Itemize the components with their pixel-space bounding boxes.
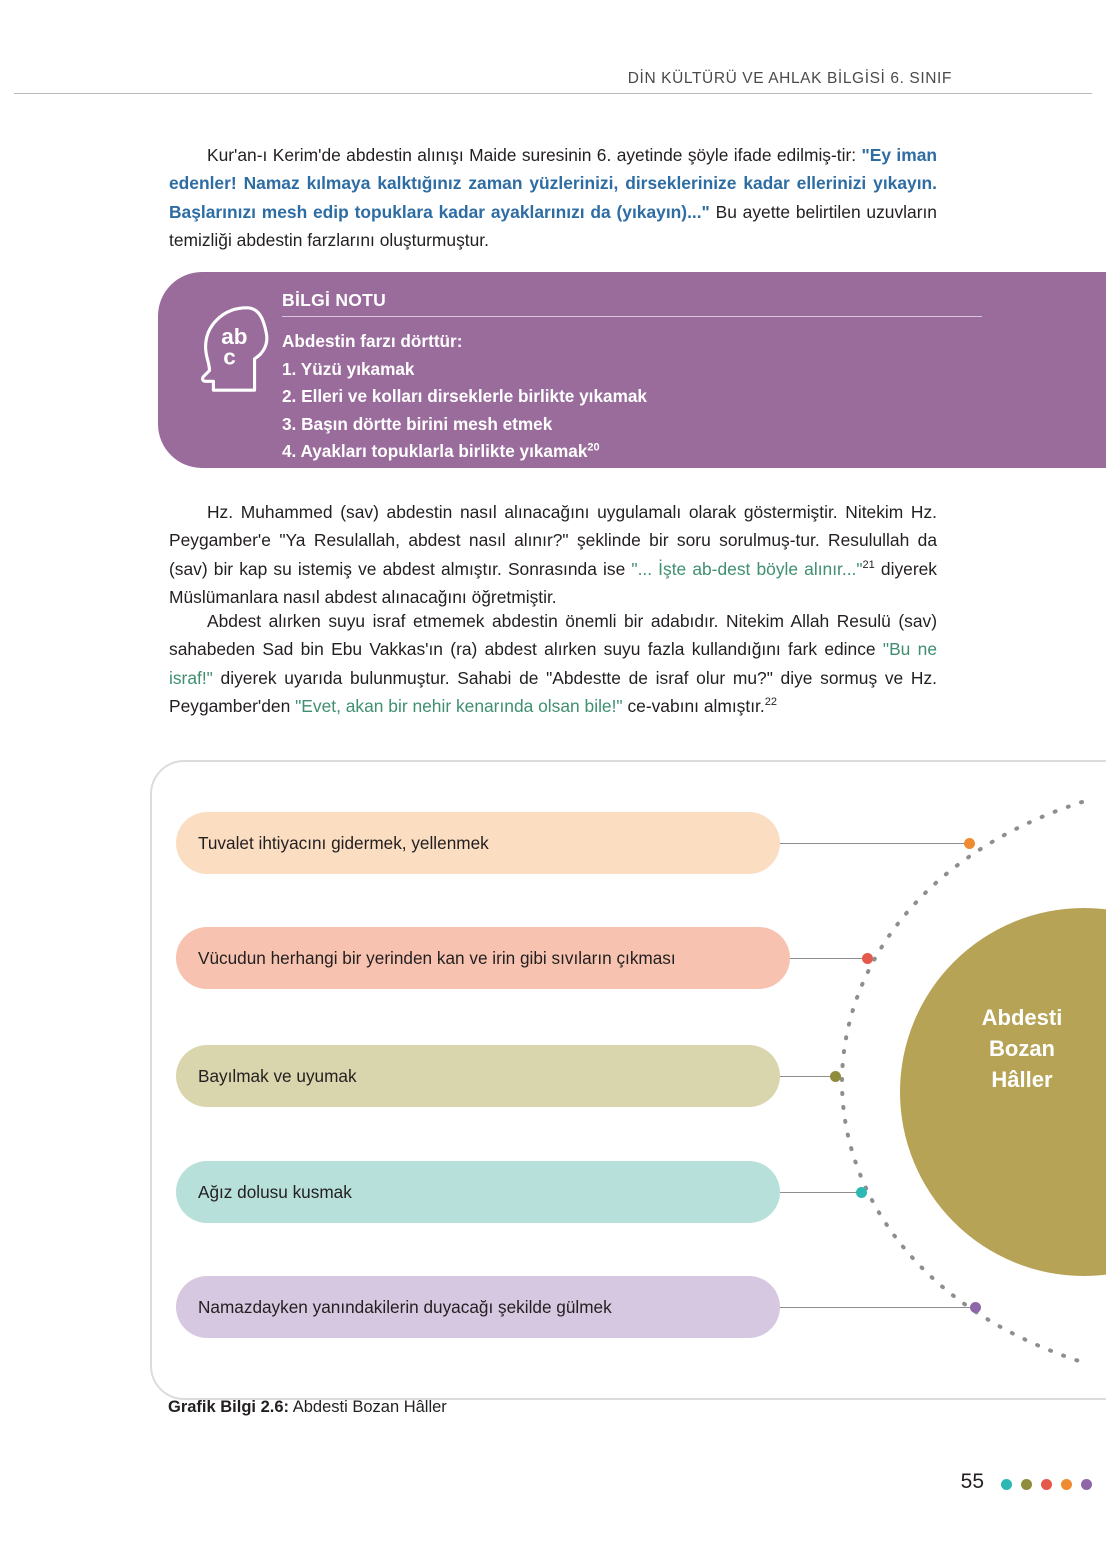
- center-label-line-3: Hâller: [991, 1067, 1053, 1092]
- bilgi-notu-item-4-footnote: 20: [587, 441, 600, 454]
- paragraph-israf-lead: Abdest alırken suyu israf etmemek abdestin önemli bir adabıdır. Nitekim Allah Resulü (sav) sahabeden Sad bin Ebu Vakkas'ın (ra) abdest alırken suyu fazla kullandığını fark edince: [169, 611, 937, 660]
- header-divider: [14, 93, 1092, 94]
- quran-quote: "Ey iman edenler! Namaz kılmaya kalktığınız zaman yüzlerinizi, dirseklerinize kadar ellerinizi yıkayın. Başlarınızı mesh edip topuklara kadar ayaklarınızı da (yıkayın)...": [169, 145, 937, 222]
- svg-text:c: c: [223, 344, 236, 370]
- infographic-item-1-label: Tuvalet ihtiyacını gidermek, yellenmek: [198, 832, 489, 853]
- node-dot-3: [830, 1071, 841, 1082]
- bilgi-notu-item-1: 1. Yüzü yıkamak: [282, 358, 415, 379]
- infographic-item-1[interactable]: [176, 812, 780, 874]
- figure-caption-text: Abdesti Bozan Hâller: [289, 1398, 447, 1416]
- paragraph-intro: [169, 141, 937, 255]
- bilgi-notu-list: [282, 328, 647, 466]
- infographic-item-4[interactable]: [176, 1161, 780, 1223]
- center-circle-label: [922, 1002, 1106, 1095]
- page-number: 55: [960, 1470, 984, 1493]
- bilgi-notu-item-4-text: 4. Ayakları topuklarla birlikte yıkamak: [282, 441, 588, 461]
- bilgi-notu-title: BİLGİ NOTU: [282, 290, 387, 310]
- bilgi-notu-item-3: 3. Başın dörtte birini mesh etmek: [282, 413, 553, 434]
- bilgi-notu-item-4: [282, 438, 647, 466]
- node-dot-5: [970, 1302, 981, 1313]
- paragraph-intro-lead: Kur'an-ı Kerim'de abdestin alınışı Maide suresinin 6. ayetinde şöyle ifade edilmiş-tir:: [207, 145, 862, 165]
- paragraph-israf: [169, 607, 937, 721]
- footer-dot-4: [1061, 1479, 1072, 1490]
- infographic-item-3[interactable]: [176, 1045, 780, 1107]
- hadith-footnote-22: 22: [764, 696, 777, 709]
- page-header: [0, 70, 1106, 104]
- infographic-item-2[interactable]: [176, 927, 790, 989]
- connector-4: [780, 1192, 862, 1193]
- infographic-item-4-label: Ağız dolusu kusmak: [198, 1181, 352, 1202]
- node-dot-1: [964, 838, 975, 849]
- node-dot-4: [856, 1187, 867, 1198]
- infographic-abdesti-bozan-haller: [150, 760, 1106, 1400]
- bilgi-notu-divider: [282, 316, 982, 317]
- paragraph-hadith-lead: Hz. Muhammed (sav) abdestin nasıl alınacağını uygulamalı olarak göstermiştir. Nitekim Hz. Peygamber'e "Ya Resulallah, abdest nasıl alınır?" şeklinde bir soru sorulmuş-tur. Resulullah da (sav) bir kap su istemiş ve abdest almıştır. Sonrasında ise: [169, 502, 937, 579]
- paragraph-hadith-tail: diyerek Müslümanlara nasıl abdest alınacağını öğretmiştir.: [169, 558, 937, 608]
- infographic-item-5[interactable]: [176, 1276, 780, 1338]
- connector-1: [780, 843, 970, 844]
- header-title: DİN KÜLTÜRÜ VE AHLAK BİLGİSİ 6. SINIF: [614, 70, 962, 88]
- footer-dot-5: [1081, 1479, 1092, 1490]
- figure-caption-label: Grafik Bilgi 2.6:: [168, 1398, 290, 1416]
- paragraph-israf-tail: ce-vabını almıştır.: [622, 696, 765, 717]
- center-label-line-1: Abdesti: [981, 1005, 1063, 1030]
- footer-dot-row: [1001, 1479, 1092, 1490]
- center-label-line-2: Bozan: [989, 1036, 1055, 1061]
- paragraph-israf-mid: diyerek uyarıda bulunmuştur. Sahabi de "Abdestte de israf olur mu?" diye sormuş ve Hz. Peygamber'den: [169, 667, 937, 717]
- bilgi-notu-item-2: 2. Elleri ve kolları dirseklerle birlikte yıkamak: [282, 386, 647, 406]
- node-dot-2: [862, 953, 873, 964]
- hadith-quote-2: "Bu ne israf!": [169, 639, 937, 688]
- paragraph-intro-tail: Bu ayette belirtilen uzuvların temizliği abdestin farzlarını oluşturmuştur.: [169, 201, 937, 251]
- svg-text:ab: ab: [221, 324, 248, 350]
- paragraph-hadith: [169, 498, 937, 612]
- hadith-quote-3: "Evet, akan bir nehir kenarında olsan bile!": [295, 696, 623, 717]
- bilgi-notu-intro: Abdestin farzı dörttür:: [282, 331, 463, 351]
- infographic-item-5-label: Namazdayken yanındakilerin duyacağı şekilde gülmek: [198, 1296, 612, 1317]
- footer-dot-2: [1021, 1479, 1032, 1490]
- hadith-footnote-21: 21: [862, 559, 875, 572]
- bilgi-notu-box: [158, 272, 1106, 468]
- hadith-quote-1: "... İşte ab-dest böyle alınır...": [631, 558, 863, 579]
- footer-dot-1: [1001, 1479, 1012, 1490]
- infographic-item-2-label: Vücudun herhangi bir yerinden kan ve irin gibi sıvıların çıkması: [198, 947, 676, 968]
- connector-5: [780, 1307, 976, 1308]
- infographic-item-3-label: Bayılmak ve uyumak: [198, 1065, 357, 1086]
- footer-dot-3: [1041, 1479, 1052, 1490]
- head-abc-icon: [184, 300, 282, 398]
- figure-caption: [168, 1398, 447, 1417]
- connector-2: [790, 958, 870, 959]
